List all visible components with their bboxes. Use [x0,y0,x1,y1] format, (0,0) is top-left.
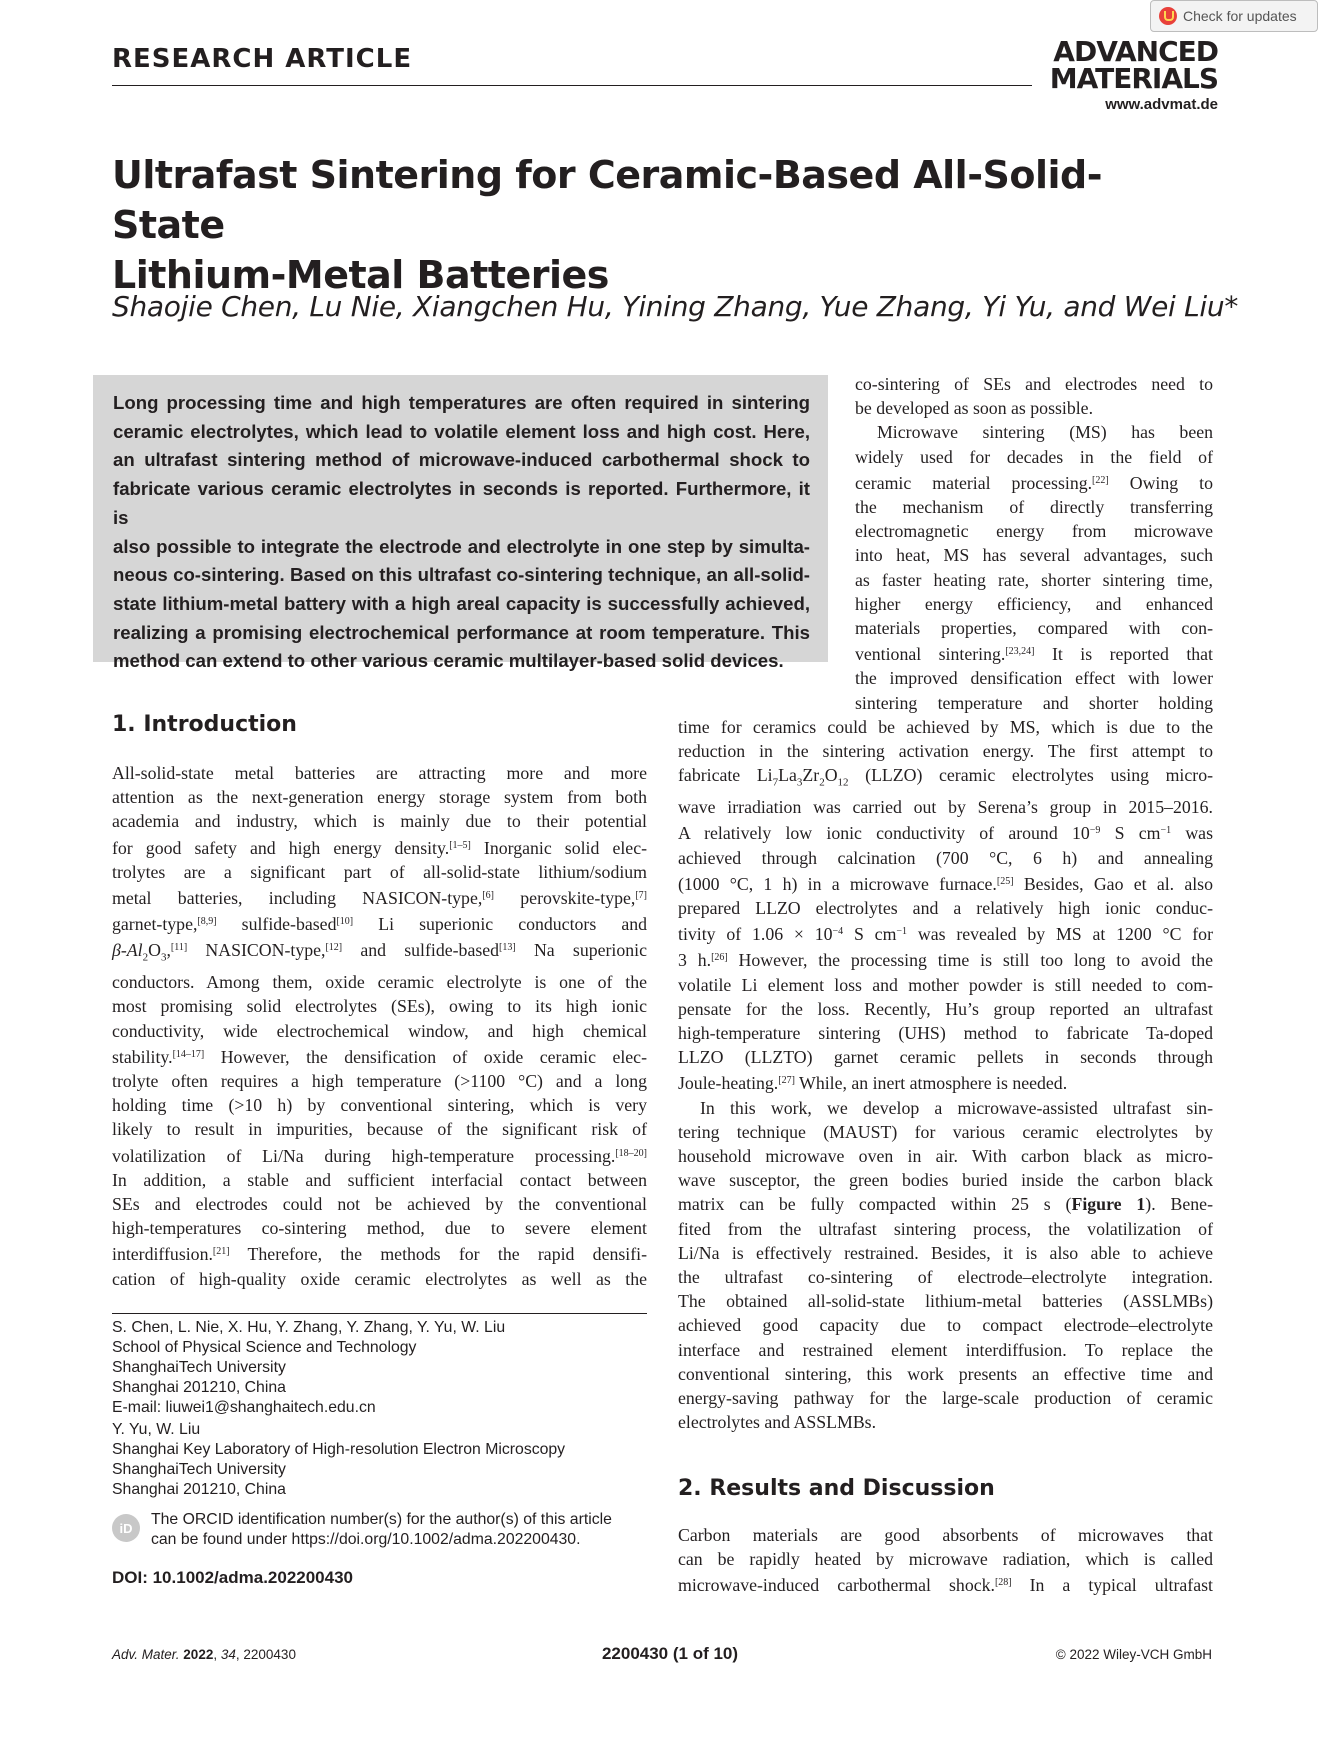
body-line: household microwave oven in air. With carbon black as micro- [678,1146,1213,1166]
right-column-body [678,715,1213,1434]
body-line: energy-saving pathway for the large-scale production of ceramic [678,1388,1213,1409]
citation[interactable]: [6] [482,890,494,902]
text-fragment: O [148,940,161,961]
text-fragment: perovskite-type, [493,888,636,909]
citation[interactable]: [18–20] [615,1147,647,1159]
affiliation-line: Shanghai Key Laboratory of High-resolution Electron Microscopy [112,1441,566,1458]
text-fragment: metal batteries, including NASICON-type, [112,888,483,909]
body-line: prepared LLZO electrolytes and a relatively high ionic conduc- [678,897,1213,918]
body-line [678,1069,1213,1095]
body-line: tering technique (MAUST) for various ceramic electrolytes by [678,1121,1213,1142]
body-line: LLZO (LLZTO) garnet ceramic pellets in seconds through [678,1047,1213,1068]
citation[interactable]: [12] [325,942,343,954]
exponent: −4 [832,926,844,938]
left-column-body [112,761,647,1291]
header-rule [112,85,1032,86]
body-line [112,834,647,860]
body-line: volatile Li element loss and mother powder is still needed to com- [678,974,1213,995]
body-line [112,1043,647,1069]
text-fragment: Besides, Gao et al. also [1013,873,1213,894]
orcid-link[interactable]: can be found under https://doi.org/10.1002/adma.202200430. [151,1531,581,1548]
body-line: academia and industry, which is mainly due to their potential [112,811,647,832]
right-column-top [855,372,1213,715]
affiliation-rule [112,1313,647,1314]
abstract-line: Long processing time and high temperatures are often required in sintering [113,392,810,413]
text-fragment: While, an inert atmosphere is needed. [794,1073,1068,1094]
check-for-updates-label: Check for updates [1183,8,1297,24]
check-for-updates-button[interactable] [1150,0,1318,32]
text-fragment: ceramic material processing. [855,472,1093,493]
text-fragment: However, the densification of oxide ceramic elec- [204,1046,647,1067]
affiliation-line: Shanghai 201210, China [112,1481,286,1498]
orcid-line: The ORCID identification number(s) for the author(s) of this article [151,1511,612,1528]
journal-logo [1040,35,1218,95]
body-line: Carbon materials are good absorbents of microwaves that [678,1525,1213,1545]
text-fragment: S cm [843,924,897,945]
footer-year: 2022 [183,1647,214,1662]
body-line [678,946,1213,972]
body-line [678,920,1213,946]
text-fragment: (1000 °C, 1 h) in a microwave furnace. [678,873,997,894]
body-line: All-solid-state metal batteries are attracting more and more [112,763,647,783]
abstract-line: ceramic electrolytes, which lead to volatile element loss and high cost. Here, [113,420,810,442]
body-line: conductors. Among them, oxide ceramic electrolyte is one of the [112,972,647,993]
body-line: high-temperatures co-sintering method, due to severe element [112,1218,647,1239]
body-line: SEs and electrodes could not be achieved by the conventional [112,1194,647,1214]
body-line: most promising solid electrolytes (SEs), owing to its high ionic [112,996,647,1017]
citation[interactable]: [1–5] [449,839,471,851]
text-fragment: tivity of 1.06 × 10 [678,924,833,945]
body-line [855,640,1213,666]
footer-citation: Adv. Mater. 2022, 34, 2200430 [112,1647,296,1662]
body-line: fabricate $Li_7La_3Zr_2O_{12}$ (LLZO) ceramic electrolytes using micro- [678,765,1214,789]
body-line: electromagnetic energy from microwave [855,521,1213,542]
text-fragment: ). Bene- [1145,1194,1213,1215]
text-fragment: garnet-type, [112,914,198,935]
body-line: time for ceramics could be achieved by MS, which is due to the [678,717,1213,737]
body-line: interface and restrained element interdiffusion. To replace the [678,1339,1213,1360]
body-line: $\beta-Al_2O_3,[11]$ NASICON-type,[12] and sulfide-based[13] Na superionic [112,940,647,964]
body-line [112,910,647,936]
body-line: wave susceptor, the green bodies buried inside the carbon black [678,1170,1213,1191]
body-line: In this work, we develop a microwave-assisted ultrafast sin- [700,1097,1213,1118]
article-type: RESEARCH ARTICLE [112,44,413,74]
body-line: The obtained all-solid-state lithium-metal batteries (ASSLMBs) [678,1291,1213,1312]
text-fragment: stability. [112,1046,173,1067]
citation[interactable]: [26] [711,952,728,964]
body-line: Microwave sintering (MS) has been [877,422,1213,443]
exponent: −9 [1089,825,1101,837]
body-line: the improved densification effect with lower [855,668,1213,689]
text-fragment: Owing to [1108,472,1213,493]
doi[interactable]: DOI: 10.1002/adma.202200430 [112,1568,354,1587]
orcid-icon: iD [112,1514,140,1542]
text-fragment: Li superionic conductors and [353,914,647,935]
body-line: trolytes are a significant part of all-solid-state lithium/sodium [112,861,647,882]
text-fragment: volatilization of Li/Na during high-temperature processing. [112,1145,616,1166]
body-line: can be rapidly heated by microwave radiation, which is called [678,1549,1213,1570]
page-number: 2200430 (1 of 10) [601,1644,739,1663]
abstract-line: state lithium-metal battery with a high areal capacity is successfully achieved, [113,592,810,614]
body-line: conductivity, wide electrochemical window, and high chemical [112,1020,647,1041]
body-line: cation of high-quality oxide ceramic electrolytes as well as the [112,1268,647,1289]
text-fragment: was revealed by MS at 1200 °C for [907,924,1213,945]
text-fragment: and sulfide-based [342,940,500,961]
paper-title [112,150,1112,300]
body-line: trolyte often requires a high temperature (>1100 °C) and a long [112,1070,647,1091]
citation[interactable]: [27] [778,1075,795,1087]
text-fragment: for good safety and high energy density. [112,837,450,858]
section-heading-results: 2. Results and Discussion [678,1476,995,1501]
body-line: electrolytes and ASSLMBs. [678,1412,877,1433]
footer-volume: 34 [220,1647,236,1662]
body-line: Li/Na is effectively restrained. Besides, it is also able to achieve [678,1242,1213,1263]
body-line [855,469,1213,495]
exponent: −1 [1160,825,1172,837]
body-line: high-temperature sintering (UHS) method to fabricate Ta-doped [678,1022,1213,1043]
body-line [678,1192,1213,1216]
text-fragment: matrix can be fully compacted within 25 s ( [678,1194,1072,1215]
abstract-line: an ultrafast sintering method of microwave-induced carbothermal shock to [113,449,810,471]
llzo-formula: Li [756,765,773,786]
body-line [678,819,1213,845]
citation[interactable]: [28] [994,1577,1012,1589]
author-list: Shaojie Chen, Lu Nie, Xiangchen Hu, Yining Zhang, Yue Zhang, Yi Yu, and Wei Liu* [112,290,1239,323]
affiliation-line: S. Chen, L. Nie, X. Hu, Y. Zhang, Y. Zhang, Y. Yu, W. Liu [112,1319,506,1336]
affiliation-line: ShanghaiTech University [112,1359,286,1376]
logo-line-1: ADVANCED [1053,35,1218,68]
body-line: the mechanism of directly transferring [855,497,1213,518]
body-line: reduction in the sintering activation energy. The first attempt to [678,741,1213,762]
citation[interactable]: [22] [1092,474,1109,486]
text-fragment: However, the processing time is still too long to avoid the [727,950,1214,971]
affiliation-line: ShanghaiTech University [112,1461,286,1478]
text-fragment: A relatively low ionic conductivity of around 10 [678,823,1090,844]
abstract-line: realizing a promising electrochemical performance at room temperature. This [113,621,810,643]
citation[interactable]: [13] [499,942,516,954]
text-fragment: It is reported that [1034,644,1213,665]
text-fragment: Therefore, the methods for the rapid densifi- [229,1244,647,1265]
citation[interactable]: [11] [170,942,188,954]
text-fragment: ventional sintering. [855,644,1006,665]
text-fragment: microwave-induced carbothermal shock. [678,1575,995,1596]
body-line: sintering temperature and shorter holding [855,692,1213,713]
text-fragment: 3 h. [678,950,712,971]
figure-link[interactable]: Figure 1 [1071,1194,1146,1215]
title-line-2: Lithium-Metal Batteries [112,253,609,297]
body-line: attention as the next-generation energy storage system from both [112,787,647,808]
abstract-line: fabricate various ceramic electrolytes in seconds is reported. Furthermore, it is [113,478,810,528]
abstract-line: method can extend to other various ceramic multilayer-based solid devices. [113,650,784,672]
body-line: wave irradiation was carried out by Serena’s group in 2015–2016. [678,797,1213,818]
logo-line-2: MATERIALS [1049,62,1218,95]
abstract-line: neous co-sintering. Based on this ultrafast co-sintering technique, an all-solid- [113,564,810,586]
citation[interactable]: [7] [635,890,648,902]
text-fragment: β-Al [112,940,143,961]
body-line: In addition, a stable and sufficient interfacial contact between [112,1169,647,1190]
body-line [678,870,1213,896]
crossmark-icon [1159,7,1177,25]
affiliation-line: Y. Yu, W. Liu [112,1421,201,1438]
body-line: widely used for decades in the field of [855,446,1213,467]
body-line: the ultrafast co-sintering of electrode–electrolyte integration. [678,1267,1213,1288]
title-line-1: Ultrafast Sintering for Ceramic-Based All-Solid-State [112,153,1102,247]
body-line: be developed as soon as possible. [855,398,1094,419]
body-line: pensate for the loss. Recently, Hu’s group reported an ultrafast [678,998,1213,1019]
results-body [678,1523,1213,1598]
affiliation-line: School of Physical Science and Technology [112,1339,417,1356]
body-line [112,1240,647,1266]
body-line: co-sintering of SEs and electrodes need to [855,374,1213,394]
text-fragment: Inorganic solid elec- [470,837,648,858]
text-fragment: Na superionic [515,940,647,961]
citation[interactable]: [10] [336,916,354,928]
exponent: −1 [896,926,908,938]
abstract-box [93,375,828,672]
citation[interactable]: [8,9] [197,916,217,928]
text-fragment: was [1171,823,1213,844]
abstract-line: also possible to integrate the electrode and electrolyte in one step by simulta- [113,535,810,557]
text-fragment: In a typical ultrafast [1011,1575,1213,1596]
citation[interactable]: [23,24] [1005,646,1035,658]
body-line [112,1142,647,1168]
orcid-note [151,1510,671,1550]
text-fragment: NASICON-type, [205,940,326,961]
citation[interactable]: [14–17] [172,1048,205,1060]
affiliation-line: Shanghai 201210, China [112,1379,286,1396]
body-line: conventional sintering, this work presents an effective time and [678,1363,1213,1384]
journal-url[interactable]: www.advmat.de [1105,96,1218,113]
body-line: achieved good capacity due to compact electrode–electrolyte [678,1315,1213,1336]
body-line: fited from the ultrafast sintering process, the volatilization of [678,1218,1213,1239]
text-fragment: sulfide-based [216,914,337,935]
copyright: © 2022 Wiley-VCH GmbH [1055,1647,1212,1662]
body-line: likely to result in impurities, because of the significant risk of [112,1119,647,1140]
body-line: holding time (>10 h) by conventional sintering, which is very [112,1095,647,1116]
body-line [678,1571,1213,1597]
citation[interactable]: [25] [996,875,1014,887]
body-line [112,884,647,910]
body-line: as faster heating rate, shorter sintering time, [855,569,1213,590]
footer-journal: Adv. Mater. [112,1647,180,1662]
body-line: achieved through calcination (700 °C, 6 h) and annealing [678,847,1213,868]
text-fragment: interdiffusion. [112,1244,213,1265]
email-link[interactable]: E-mail: liuwei1@shanghaitech.edu.cn [112,1399,376,1416]
body-line: higher energy efficiency, and enhanced [855,593,1213,614]
citation[interactable]: [21] [212,1246,230,1258]
text-fragment: (LLZO) ceramic electrolytes using micro- [848,765,1214,786]
body-line: into heat, MS has several advantages, such [855,545,1213,566]
footer-article: , 2200430 [235,1647,296,1662]
text-fragment: fabricate [678,765,741,786]
text-fragment: Joule-heating. [678,1073,779,1094]
text-fragment: S cm [1100,823,1161,844]
body-line: materials properties, compared with con- [855,618,1213,639]
affiliations [112,1318,672,1500]
section-heading-introduction: 1. Introduction [112,712,297,737]
